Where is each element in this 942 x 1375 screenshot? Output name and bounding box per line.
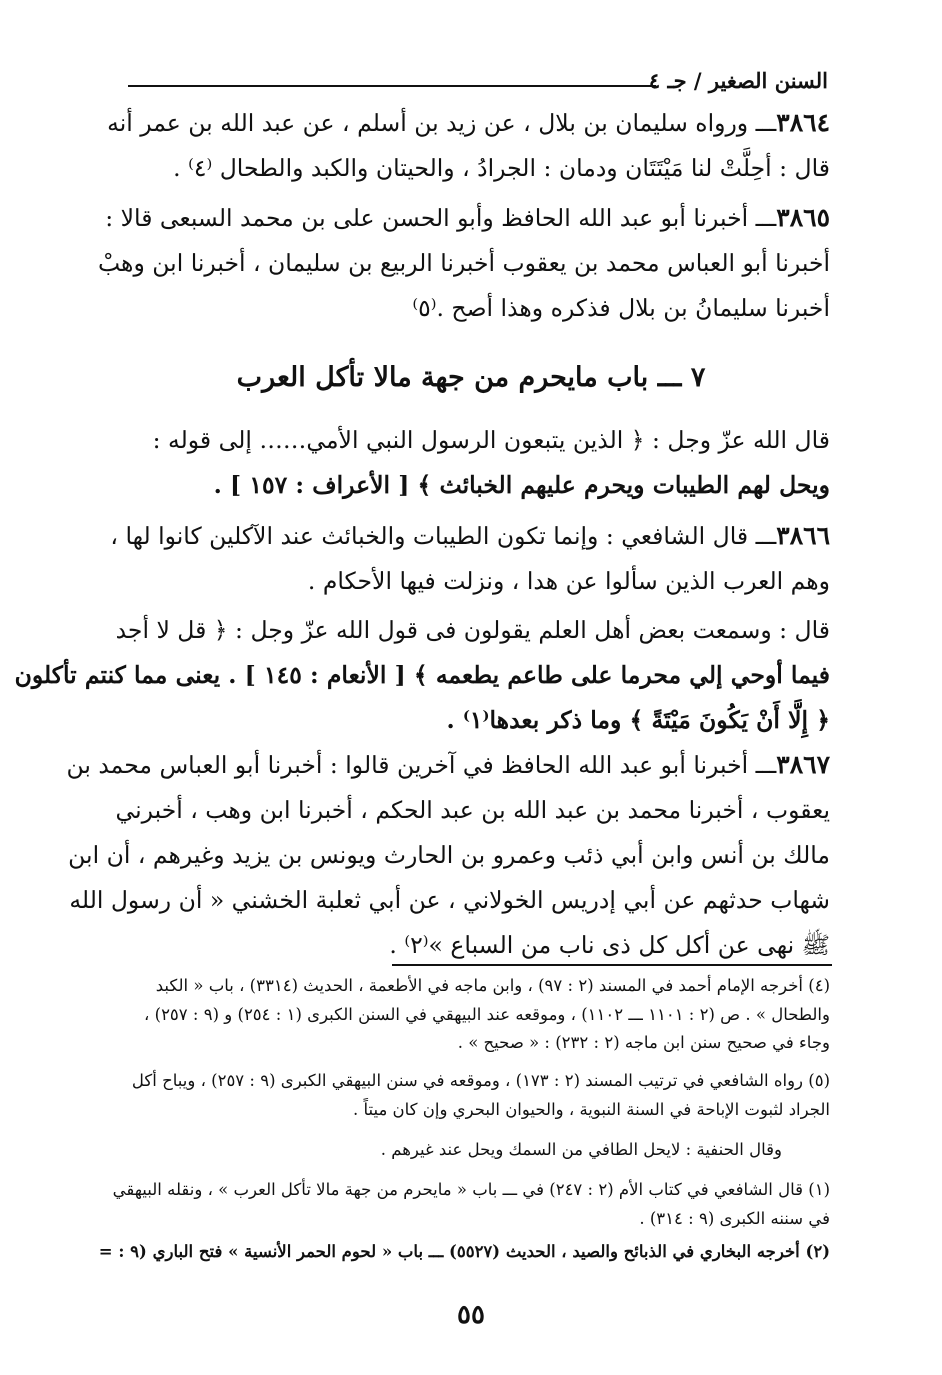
hanafi-note (80, 1136, 782, 1165)
text-line: ـــ أخبرنا أبو عبد الله الحافظ في آخرين قالوا : أخبرنا أبو العباس محمد بن (66, 751, 777, 779)
text-line: قال : أحِلَّتْ لنا مَيْتَتَان ودمان : الجرادُ ، والحيتان والكبد والطحال ⁽٤⁾ . (173, 154, 830, 182)
scholars-paragraph (14, 608, 830, 743)
hadith-number: ٣٨٦٥ (776, 203, 830, 232)
quran-intro (128, 418, 830, 508)
text-line: ـــ قال الشافعي : وإنما تكون الطيبات والخبائث عند الآكلين كانوا لها ، (110, 522, 777, 550)
footnote-line: وجاء في صحيح سنن ابن ماجه (٢ : ٢٣٢) : « صحيح » . (457, 1033, 830, 1052)
hadith-3865 (97, 195, 830, 331)
text-line: مالك بن أنس وابن أبي ذئب وعمرو بن الحارث ويونس بن يزيد وغيرهم ، أن ابن (68, 841, 830, 869)
text-line: فيما أوحي إلي محرما على طاعم يطعمه ﴾ [ الأنعام : ١٤٥ ] . يعنى مما كنتم تأكلون (14, 661, 830, 689)
footnote-2 (98, 1238, 830, 1267)
text-line: ﷺ نهى عن أكل كل ذى ناب من السباع »⁽٢⁾ . (389, 931, 830, 959)
footnote-1 (112, 1176, 830, 1233)
footnote-line: وقال الحنفية : لايحل الطافي من السمك ويحل عند غيرهم . (380, 1140, 782, 1159)
footnote-line: والطحال » . ص (٢ : ١١٠١ ـــ ١١٠٢) ، وموقعه عند البيهقي في السنن الكبرى (١ : ٢٥٤) و (٩ : ٢٥٧) ، (144, 1004, 830, 1024)
text-line: قال الله عزّ وجل : ﴿ الذين يتبعون الرسول النبي الأمي…… إلى قوله : (152, 426, 830, 454)
running-header-title: السنن الصغير / جـ ٤ (648, 68, 828, 93)
text-line: ـــ أخبرنا أبو عبد الله الحافظ وأبو الحسن على بن محمد السبعى قالا : (105, 204, 777, 232)
text-line: أخبرنا سليمانُ بن بلال فذكره وهذا أصح .⁽٥⁾ (412, 294, 830, 322)
text-line: ـــ ورواه سليمان بن بلال ، عن زيد بن أسلم ، عن عبد الله بن عمر أنه (107, 109, 777, 137)
footnote-line: (٤) أخرجه الإمام أحمد في المسند (٢ : ٩٧) ، وابن ماجه في الأطعمة ، الحديث (٣٣١٤) ، باب « الكبد (155, 976, 830, 995)
chapter-heading: ٧ ـــ باب مايحرم من جهة مالا تأكل العرب (236, 362, 706, 393)
hadith-number: ٣٨٦٤ (776, 108, 830, 137)
text-line: قال : وسمعت بعض أهل العلم يقولون فى قول الله عزّ وجل : ﴿ قل لا أجد (115, 616, 830, 644)
text-line: ويحل لهم الطيبات ويحرم عليهم الخبائث ﴾ [ الأعراف : ١٥٧ ] . (213, 471, 830, 499)
footnote-line: (٥) رواه الشافعي في ترتيب المسند (٢ : ١٧٣) ، وموقعه في سنن البيهقي الكبرى (٩ : ٢٥٧) ، ويباح أكل (131, 1071, 830, 1090)
footnote-line: (٢) أخرجه البخاري في الذبائح والصيد ، الحديث (٥٥٢٧) ـــ باب « لحوم الحمر الأنسية » فتح الباري (٩ : = (98, 1242, 830, 1261)
page-number: ٥٥ (457, 1300, 485, 1330)
running-header (128, 68, 828, 98)
hadith-3864 (107, 100, 830, 191)
footnote-5 (128, 1067, 830, 1124)
text-line: وهم العرب الذين سألوا عن هدا ، ونزلت فيها الأحكام . (307, 567, 830, 595)
footnote-rule (392, 964, 832, 966)
hadith-number: ٣٨٦٧ (776, 750, 830, 779)
text-line: ﴿ إِلَّا أَنْ يَكُونَ مَيْتَةً ﴾ وما ذكر بعدها⁽١⁾ . (446, 706, 830, 734)
text-line: شهاب حدثهم عن أبي إدريس الخولاني ، عن أبي ثعلبة الخشني « أن رسول الله (69, 886, 830, 914)
hadith-3867 (66, 742, 830, 968)
footnote-4 (128, 972, 830, 1058)
footnote-line: (١) قال الشافعي في كتاب الأم (٢ : ٢٤٧) في ـــ باب « مايحرم من جهة مالا تأكل العرب » ، ونقله البيهقي (112, 1180, 830, 1199)
header-rule (128, 85, 656, 87)
footnote-line: الجراد لثبوت الإباحة في السنة النبوية ، والحيوان البحري وإن كان ميتاً . (352, 1099, 830, 1119)
text-line: يعقوب ، أخبرنا محمد بن عبد الله بن عبد الحكم ، أخبرنا ابن وهب ، أخبرني (115, 796, 830, 824)
hadith-number: ٣٨٦٦ (776, 521, 830, 550)
footnote-line: في سننه الكبرى (٩ : ٣١٤) . (639, 1208, 830, 1228)
text-line: أخبرنا أبو العباس محمد بن يعقوب أخبرنا الربيع بن سليمان ، أخبرنا ابن وهبْ (97, 249, 830, 277)
hadith-3866 (110, 513, 830, 604)
